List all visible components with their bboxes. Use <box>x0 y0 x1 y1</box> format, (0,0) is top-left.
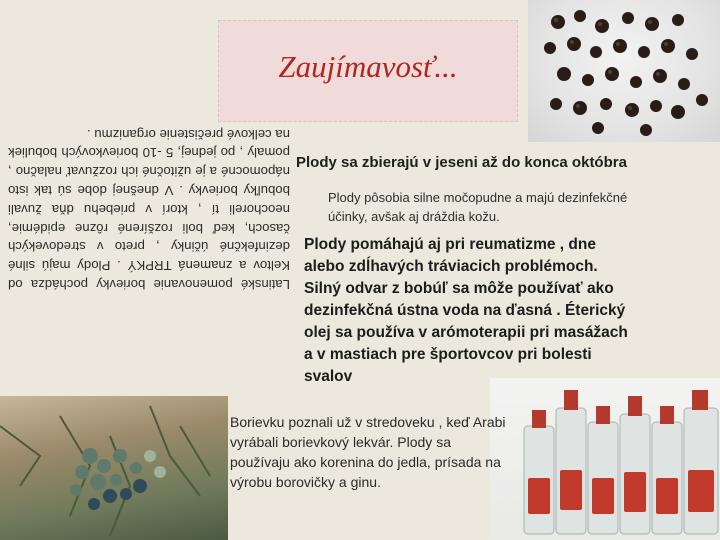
history-paragraph: Borievku poznali už v stredoveku , keď Arabi vyrábali borievkový lekvár. Plody sa používaju ako korenina do jedla, prísada na výrobu borovičky a ginu. <box>230 414 506 490</box>
juniper-bush-photo <box>0 396 228 540</box>
gin-bottles-photo <box>490 378 720 540</box>
flipped-latin-name-paragraph: Latinské pomenovanie borievky pochádza od Keltov a znamená TRPKÝ . Plody majú silné dezinfekčné účinky , preto v stredovekých časoch, keď boli rozšírené rôzne epidémie, neochoreli tí , ktorí v priebehu dňa žuvali bobuľky borievky . V dnešnej dobe sú tak isto nápomocné a je užitočné ich rozžuvať nalačno , pomaly , po jednej, 5 -10 borievkových bobuliek na celkové prečistenie organizmu . <box>8 126 290 293</box>
title-box <box>218 20 518 122</box>
page-title: Zaujímavosť... <box>278 49 458 84</box>
harvest-heading: Plody sa zbierajú v jeseni až do konca októbra <box>296 154 627 171</box>
diuretic-paragraph: Plody pôsobia silne močopudne a majú dezinfekčné účinky, avšak aj dráždia kožu. <box>328 190 628 224</box>
remedies-paragraph: Plody pomáhajú aj pri reumatizme , dne alebo zdĺhavých tráviacich problémoch. Silný odvar z bobúľ sa môže používať ako dezinfekčná ústna voda na ďasná . Éterický olej sa používa v arómoterapii pri masážach a v mastiach pre športovcov pri bolesti svalov <box>304 236 628 385</box>
bush-illustration <box>0 396 228 540</box>
juniper-berries-photo <box>528 0 720 142</box>
berries-illustration <box>528 0 720 142</box>
bottles-illustration <box>490 378 720 540</box>
